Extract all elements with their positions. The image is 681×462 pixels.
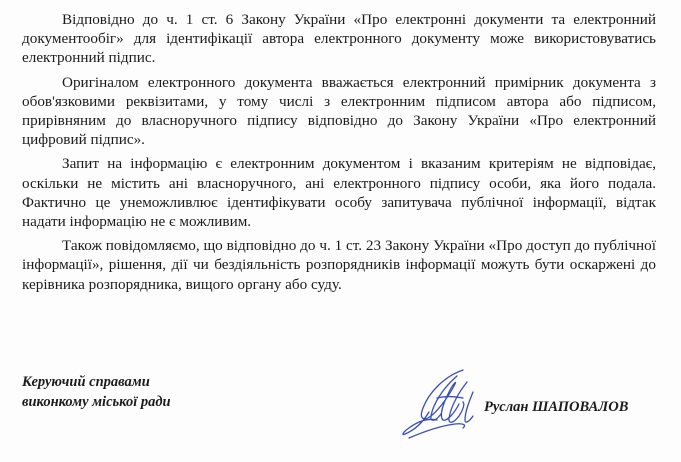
paragraph-electronic-signature-law: Відповідно до ч. 1 ст. 6 Закону України «Про електронні документи та електронний документообіг» для ідентифікації автора електронного документу може використовуватись електронний підпис.: [22, 11, 656, 67]
paragraph-appeal-rights: Також повідомляємо, що відповідно до ч. 1 ст. 23 Закону України «Про доступ до публічної інформації», рішення, дії чи бездіяльність розпорядників інформації можуть бути оскаржені до керівника розпорядника, вищого органу або суду.: [22, 237, 656, 293]
signer-name: Руслан ШАПОВАЛОВ: [484, 399, 629, 415]
signer-position-line-1: Керуючий справами: [22, 374, 150, 390]
signer-position: [22, 372, 171, 412]
paragraph-request-rejection: Запит на інформацію є електронним документом і вказаним критеріям не відповідає, оскільки не містить ані власноручного, ані електронного підпису особи, яка його подала. Фактично це унеможливлює ідентифікувати особу запитувача публічної інформації, відтак надати інформацію не є можливим.: [22, 155, 656, 231]
paragraph-original-document: Оригіналом електронного документа вважається електронний примірник документа з обов'язковими реквізитами, у тому числі з електронним підписом автора або підписом, прирівняним до власноручного підпису відповідно до Закону України «Про електронний цифровий підпис».: [22, 73, 656, 149]
handwritten-signature-icon: [393, 362, 488, 444]
signer-position-line-2: виконкому міської ради: [22, 394, 171, 410]
letter-body: [22, 10, 656, 299]
